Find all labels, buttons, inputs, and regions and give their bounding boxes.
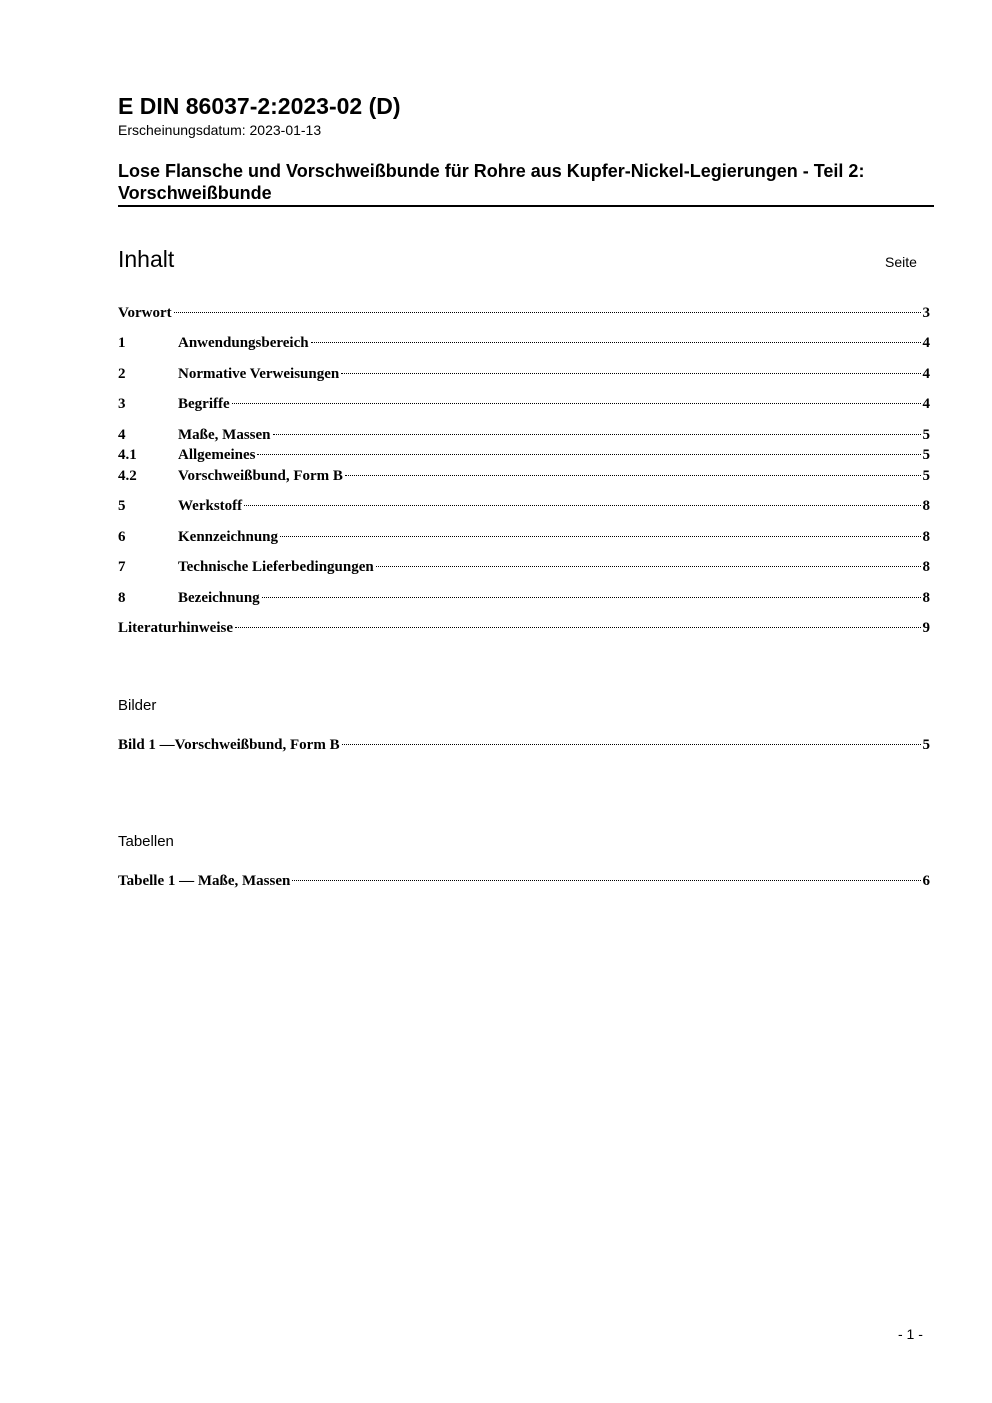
toc-entry-label: Bezeichnung	[178, 590, 260, 606]
toc-entry-page: 8	[922, 590, 930, 606]
figures-heading: Bilder	[118, 697, 157, 714]
toc-entry-page: 4	[922, 366, 930, 382]
toc-entry-number: 4	[118, 427, 126, 443]
title-divider	[118, 205, 934, 207]
toc-entry-6[interactable]	[118, 527, 930, 547]
toc-entry-bibliography[interactable]	[118, 618, 930, 638]
toc-entry-label: Kennzeichnung	[178, 529, 279, 545]
toc-dot-leader	[174, 311, 921, 313]
toc-heading: Inhalt	[118, 246, 175, 272]
toc-dot-leader	[257, 453, 920, 455]
toc-entry-label: Werkstoff	[178, 498, 243, 514]
toc-entry-label: Literaturhinweise	[118, 620, 233, 636]
toc-entry-4-2[interactable]	[118, 466, 930, 486]
toc-entry-number: 1	[118, 335, 126, 351]
toc-entry-label: Vorwort	[118, 305, 172, 321]
tables-heading: Tabellen	[118, 833, 174, 850]
toc-entry-label: Anwendungsbereich	[178, 335, 309, 351]
toc-entry-page: 4	[922, 396, 930, 412]
toc-dot-leader	[292, 879, 920, 881]
toc-entry-number: 4.2	[118, 468, 137, 484]
toc-dot-leader	[280, 535, 920, 537]
figure-entry-page: 5	[922, 737, 930, 753]
toc-dot-leader	[273, 433, 921, 435]
toc-entry-5[interactable]	[118, 496, 930, 516]
toc-dot-leader	[244, 504, 920, 506]
toc-entry-number: 8	[118, 590, 126, 606]
toc-entry-number: 2	[118, 366, 126, 382]
toc-entry-page: 9	[922, 620, 930, 636]
toc-entry-label: Allgemeines	[178, 447, 256, 463]
toc-entry-page: 8	[922, 529, 930, 545]
toc-entry-2[interactable]	[118, 364, 930, 384]
toc-dot-leader	[345, 474, 921, 476]
toc-entry-page: 8	[922, 559, 930, 575]
toc-entry-page: 8	[922, 498, 930, 514]
toc-dot-leader	[262, 596, 921, 598]
toc-entry-7[interactable]	[118, 557, 930, 577]
toc-entry-3[interactable]	[118, 394, 930, 414]
toc-entry-1[interactable]	[118, 333, 930, 353]
toc-entry-page: 5	[922, 427, 930, 443]
toc-entry-label: Technische Lieferbedingungen	[178, 559, 374, 575]
figure-entry-1[interactable]	[118, 735, 930, 755]
page-number: - 1 -	[898, 1326, 923, 1342]
toc-entry-label: Normative Verweisungen	[178, 366, 340, 382]
toc-entry-4[interactable]	[118, 425, 930, 445]
toc-dot-leader	[232, 402, 921, 404]
toc-entry-page: 3	[922, 305, 930, 321]
toc-entry-label: Begriffe	[178, 396, 230, 412]
toc-entry-number: 4.1	[118, 447, 137, 463]
document-id: E DIN 86037-2:2023-02 (D)	[118, 93, 401, 119]
toc-entry-page: 5	[922, 447, 930, 463]
toc-dot-leader	[235, 626, 921, 628]
page-column-label: Seite	[885, 254, 917, 270]
toc-entry-number: 7	[118, 559, 126, 575]
table-entry-page: 6	[922, 873, 930, 889]
toc-entry-8[interactable]	[118, 588, 930, 608]
toc-entry-number: 6	[118, 529, 126, 545]
toc-entry-number: 5	[118, 498, 126, 514]
toc-dot-leader	[341, 372, 920, 374]
toc-dot-leader	[342, 743, 921, 745]
toc-entry-page: 5	[922, 468, 930, 484]
toc-dot-leader	[311, 341, 921, 343]
toc-entry-foreword[interactable]	[118, 303, 930, 323]
table-entry-label: Tabelle 1 — Maße, Massen	[118, 873, 291, 889]
toc-entry-label: Vorschweißbund, Form B	[178, 468, 343, 484]
table-entry-1[interactable]	[118, 871, 930, 891]
figure-entry-label: Bild 1 —Vorschweißbund, Form B	[118, 737, 340, 753]
toc-entry-page: 4	[922, 335, 930, 351]
toc-entry-4-1[interactable]	[118, 445, 930, 465]
document-title: Lose Flansche und Vorschweißbunde für Rohre aus Kupfer-Nickel-Legierungen - Teil 2: Vorschweißbunde	[118, 161, 865, 203]
release-date: Erscheinungsdatum: 2023-01-13	[118, 122, 322, 138]
toc-entry-number: 3	[118, 396, 126, 412]
toc-entry-label: Maße, Massen	[178, 427, 271, 443]
toc-dot-leader	[376, 565, 921, 567]
